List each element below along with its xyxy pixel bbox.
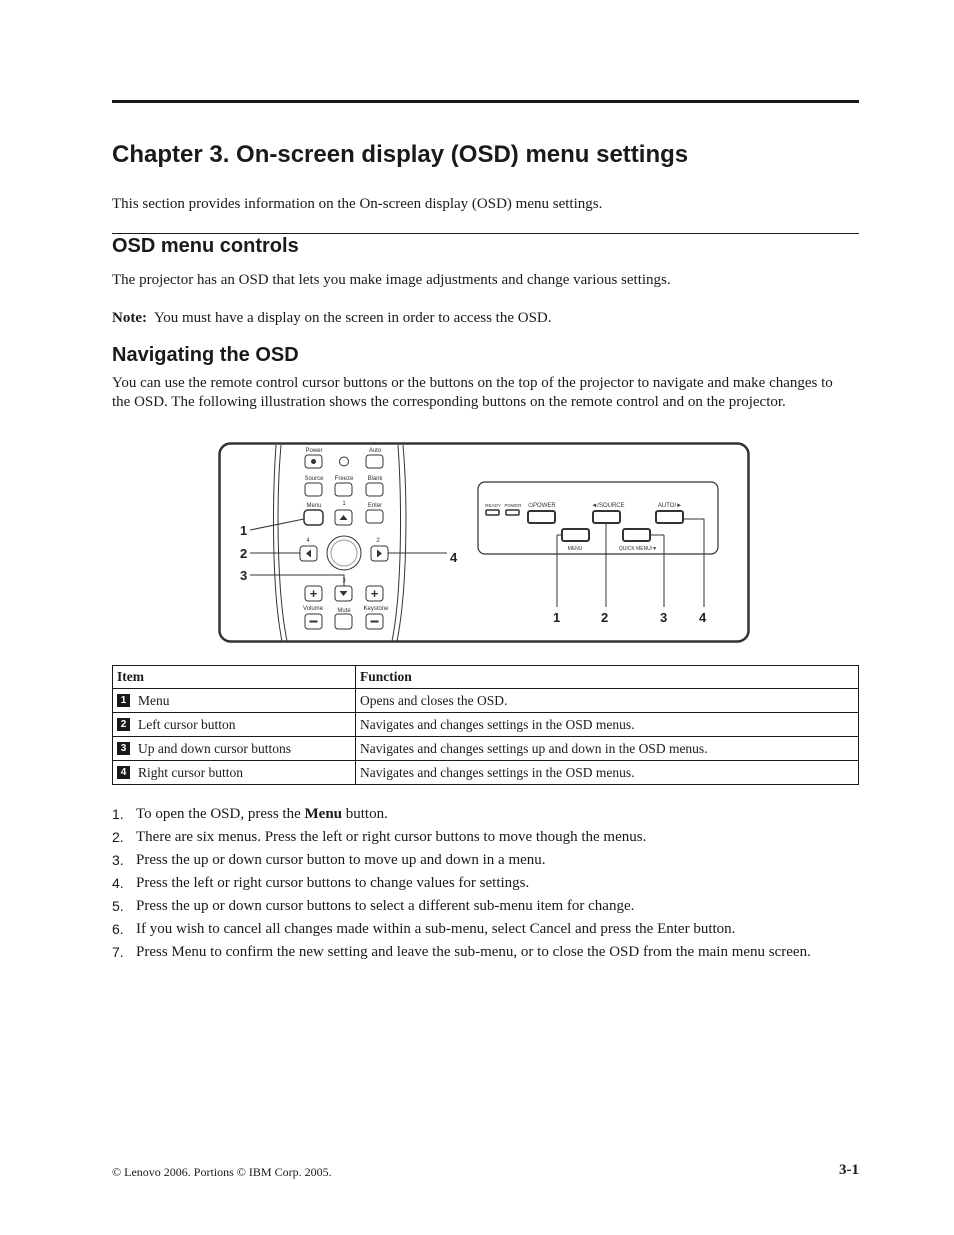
panel-auto-label: AUTO/► xyxy=(657,503,683,509)
table-function-cell: Navigates and changes settings in the OSD menus. xyxy=(356,761,859,785)
ready-led xyxy=(486,510,499,515)
table-row xyxy=(113,689,859,713)
step-number: 4. xyxy=(112,875,124,891)
step-number: 3. xyxy=(112,852,124,868)
remote-key1-label: 1 xyxy=(342,501,346,507)
list-item xyxy=(112,828,852,847)
item-name: Right cursor button xyxy=(138,764,243,780)
panel-source-button xyxy=(593,511,620,523)
table-row xyxy=(113,761,859,785)
panel-source-label: ◄/SOURCE xyxy=(591,503,625,509)
table-row xyxy=(113,737,859,761)
table-item-cell xyxy=(113,713,356,737)
table-header-row xyxy=(113,666,859,689)
osd-controls-body: The projector has an OSD that lets you make image adjustments and change various settings. xyxy=(112,272,671,288)
page-number: 3-1 xyxy=(839,1162,859,1178)
item-number-badge: 4 xyxy=(117,766,130,779)
panel-quick-menu-label: QUICK MENU/▼ xyxy=(618,546,658,552)
table-function-cell: Opens and closes the OSD. xyxy=(356,689,859,713)
note-text: You must have a display on the screen in order to access the OSD. xyxy=(153,310,552,326)
table-item-cell xyxy=(113,761,356,785)
item-number-badge: 2 xyxy=(117,718,130,731)
step-text-after: button. xyxy=(342,806,388,822)
plus-icon: + xyxy=(370,586,379,601)
power-led xyxy=(506,510,519,515)
osd-steps-list xyxy=(112,805,852,966)
list-item xyxy=(112,943,852,962)
step-text: If you wish to cancel all changes made within a sub-menu, select Cancel and press the Enter button. xyxy=(136,921,736,937)
remote-callout-2: 2 xyxy=(240,546,248,561)
item-number-badge: 1 xyxy=(117,694,130,707)
remote-menu-button xyxy=(304,510,323,525)
step-text: To open the OSD, press the xyxy=(136,806,305,822)
remote-center-pad xyxy=(327,536,361,570)
panel-power-led-label: POWER xyxy=(504,503,522,508)
table-function-cell: Navigates and changes settings up and down in the OSD menus. xyxy=(356,737,859,761)
panel-quick-menu-button xyxy=(623,529,650,541)
power-dot-icon xyxy=(311,459,316,464)
step-number: 7. xyxy=(112,944,124,960)
table-function-cell: Navigates and changes settings in the OSD menus. xyxy=(356,713,859,737)
note-paragraph xyxy=(112,309,552,327)
table-row xyxy=(113,713,859,737)
item-name: Menu xyxy=(138,692,170,708)
panel-power-label: ⏻POWER xyxy=(528,503,556,509)
list-item xyxy=(112,897,852,916)
panel-ready-label: READY xyxy=(485,503,501,508)
step-number: 5. xyxy=(112,898,124,914)
note-label: Note: xyxy=(112,310,147,326)
remote-volume-label: Volume xyxy=(302,606,324,612)
panel-callout-1: 1 xyxy=(553,610,561,625)
panel-auto-button xyxy=(656,511,683,523)
list-item xyxy=(112,851,852,870)
chapter-top-rule xyxy=(112,100,859,103)
plus-icon: + xyxy=(309,586,318,601)
step-text: Press the up or down cursor buttons to select a different sub-menu item for change. xyxy=(136,898,635,914)
panel-callout-2: 2 xyxy=(601,610,609,625)
chapter-title: Chapter 3. On-screen display (OSD) menu settings xyxy=(112,141,689,168)
step-text: Press the left or right cursor buttons to change values for settings. xyxy=(136,875,530,891)
item-name: Up and down cursor buttons xyxy=(138,740,291,756)
panel-menu-label: MENU xyxy=(567,546,583,552)
remote-callout-3: 3 xyxy=(240,568,248,583)
remote-key2-label: 2 xyxy=(376,538,380,544)
chapter-intro: This section provides information on the On-screen display (OSD) menu settings. xyxy=(112,196,603,212)
remote-menu-label: Menu xyxy=(306,503,322,509)
panel-menu-button xyxy=(562,529,589,541)
table-header-function: Function xyxy=(356,666,859,689)
section-rule xyxy=(112,233,859,234)
panel-callout-4: 4 xyxy=(699,610,707,625)
remote-callout-1: 1 xyxy=(240,523,248,538)
remote-freeze-label: Freeze xyxy=(334,476,354,482)
remote-auto-label: Auto xyxy=(368,448,382,454)
step-text: There are six menus. Press the left or right cursor buttons to move though the menus. xyxy=(136,829,647,845)
panel-power-button xyxy=(528,511,555,523)
panel-callout-3: 3 xyxy=(660,610,668,625)
minus-icon xyxy=(371,621,379,623)
item-function-table xyxy=(112,665,859,785)
remote-key3-label: 3 xyxy=(342,578,346,584)
remote-power-label: Power xyxy=(305,448,323,454)
step-number: 2. xyxy=(112,829,124,845)
list-item xyxy=(112,920,852,939)
remote-enter-button xyxy=(366,510,383,523)
navigating-heading: Navigating the OSD xyxy=(112,344,299,366)
remote-callout-4: 4 xyxy=(450,550,458,565)
table-item-cell xyxy=(113,737,356,761)
minus-icon xyxy=(310,621,318,623)
freeze-indicator-icon xyxy=(340,457,349,466)
remote-keystone-label: Keystone xyxy=(363,606,389,612)
step-text: Press Menu to confirm the new setting and leave the sub-menu, or to close the OSD from the main menu screen. xyxy=(136,944,811,960)
remote-auto-button xyxy=(366,455,383,468)
remote-source-label: Source xyxy=(304,476,324,482)
remote-blank-button xyxy=(366,483,383,496)
item-name: Left cursor button xyxy=(138,716,236,732)
remote-source-button xyxy=(305,483,322,496)
remote-blank-label: Blank xyxy=(367,476,383,482)
step-text: Press the up or down cursor button to move up and down in a menu. xyxy=(136,852,546,868)
list-item xyxy=(112,805,852,824)
osd-controls-figure xyxy=(218,442,750,643)
remote-enter-label: Enter xyxy=(367,503,383,509)
item-number-badge: 3 xyxy=(117,742,130,755)
osd-controls-heading: OSD menu controls xyxy=(112,235,299,257)
table-header-item: Item xyxy=(113,666,356,689)
list-item xyxy=(112,874,852,893)
remote-mute-button xyxy=(335,614,352,629)
step-number: 1. xyxy=(112,806,124,822)
remote-mute-label: Mute xyxy=(337,608,351,614)
step-bold-text: Menu xyxy=(304,806,343,822)
footer-copyright: © Lenovo 2006. Portions © IBM Corp. 2005. xyxy=(112,1165,332,1179)
step-number: 6. xyxy=(112,921,124,937)
table-item-cell xyxy=(113,689,356,713)
remote-key4-label: 4 xyxy=(306,538,310,544)
remote-freeze-button xyxy=(335,483,352,496)
navigating-body: You can use the remote control cursor buttons or the buttons on the top of the projector to navigate and make changes to the OSD. The following illustration shows the corresponding buttons on the remote control and on the projector. xyxy=(112,375,833,410)
